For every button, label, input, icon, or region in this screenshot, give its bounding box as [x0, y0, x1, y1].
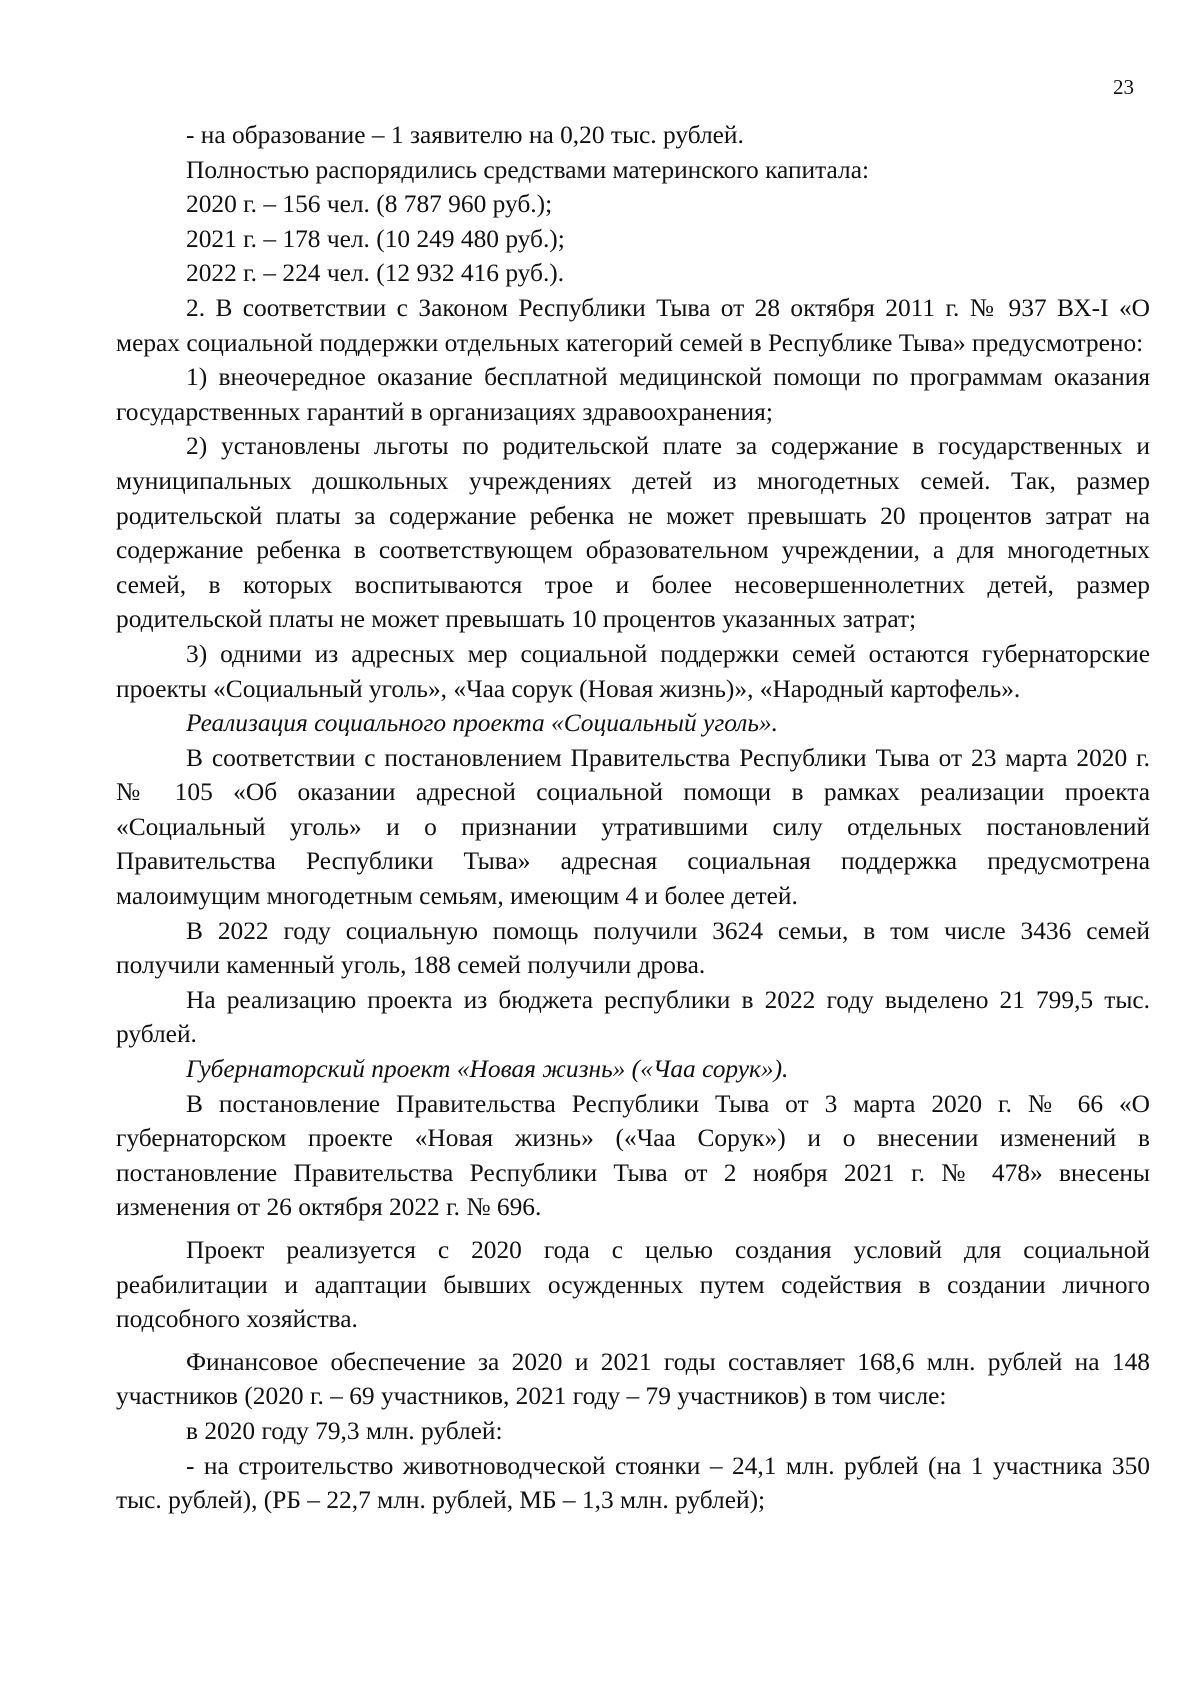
document-body	[116, 118, 1150, 1518]
paragraph-livestock-construction: - на строительство животноводческой стоянки – 24,1 млн. рублей (на 1 участника 350 тыс. рублей), (РБ – 22,7 млн. рублей, МБ – 1,3 млн. рублей);	[116, 1451, 1150, 1515]
paragraph-capital-used-heading: Полностью распорядились средствами материнского капитала:	[186, 155, 870, 184]
paragraph-item-1: 1) внеочередное оказание бесплатной медицинской помощи по программам оказания государственных гарантий в организациях здравоохранения;	[116, 363, 1150, 426]
paragraph-funding-2020: в 2020 году 79,3 млн. рублей:	[186, 1416, 503, 1445]
paragraph-social-coal-2022: В 2022 году социальную помощь получили 3624 семьи, в том числе 3436 семей получили каменный уголь, 188 семей получили дрова.	[116, 916, 1150, 980]
paragraph-social-coal-resolution: В соответствии с постановлением Правительства Республики Тыва от 23 марта 2020 г. № 105 «Об оказании адресной социальной помощи в рамках реализации проекта «Социальный уголь» и о признании утратившими силу отдельных постановлений Правительства Республики Тыва» адресная социальная поддержка предусмотрена малоимущим многодетным семьям, имеющим 4 и более детей.	[116, 743, 1150, 911]
paragraph-item-3: 3) одними из адресных мер социальной поддержки семей остаются губернаторские проекты «Социальный уголь», «Чаа сорук (Новая жизнь)», «Народный картофель».	[116, 639, 1150, 703]
paragraph-item-2: 2) установлены льготы по родительской плате за содержание в государственных и муниципальных дошкольных учреждениях детей из многодетных семей. Так, размер родительской платы за содержание ребенка не может превышать 20 процентов затрат на содержание ребенка в соответствующем образовательном учреждении, а для многодетных семей, в которых воспитываются трое и более несовершеннолетних детей, размер родительской платы не может превышать 10 процентов указанных затрат;	[116, 432, 1150, 634]
paragraph-new-life-funding: Финансовое обеспечение за 2020 и 2021 годы составляет 168,6 млн. рублей на 148 участников (2020 г. – 69 участников, 2021 году – 79 участников) в том числе:	[116, 1347, 1150, 1411]
paragraph-new-life-resolution: В постановление Правительства Республики Тыва от 3 марта 2020 г. № 66 «О губернаторском проекте «Новая жизнь» («Чаа Сорук») и о внесении изменений в постановление Правительства Республики Тыва от 2 ноября 2021 г. № 478» внесены изменения от 26 октября 2022 г. № 696.	[116, 1089, 1150, 1222]
paragraph-law-reference: 2. В соответствии с Законом Республики Тыва от 28 октября 2011 г. № 937 ВХ-I «О мерах социальной поддержки отдельных категорий семей в Республике Тыва» предусмотрено:	[116, 293, 1150, 357]
page-number: 23	[1113, 75, 1134, 99]
paragraph-education-grant: - на образование – 1 заявителю на 0,20 тыс. рублей.	[186, 121, 744, 149]
paragraph-new-life-goal: Проект реализуется с 2020 года с целью создания условий для социальной реабилитации и адаптации бывших осужденных путем содействия в создании личного подсобного хозяйства.	[116, 1236, 1150, 1334]
section-heading-social-coal: Реализация социального проекта «Социальный уголь».	[186, 709, 778, 738]
paragraph-year-2020: 2020 г. – 156 чел. (8 787 960 руб.);	[186, 190, 553, 219]
paragraph-year-2022: 2022 г. – 224 чел. (12 932 416 руб.).	[186, 259, 565, 288]
paragraph-year-2021: 2021 г. – 178 чел. (10 249 480 руб.);	[186, 224, 565, 253]
section-heading-new-life: Губернаторский проект «Новая жизнь» («Чаа сорук»).	[186, 1055, 789, 1084]
paragraph-social-coal-budget: На реализацию проекта из бюджета республики в 2022 году выделено 21 799,5 тыс. рублей.	[116, 985, 1150, 1049]
